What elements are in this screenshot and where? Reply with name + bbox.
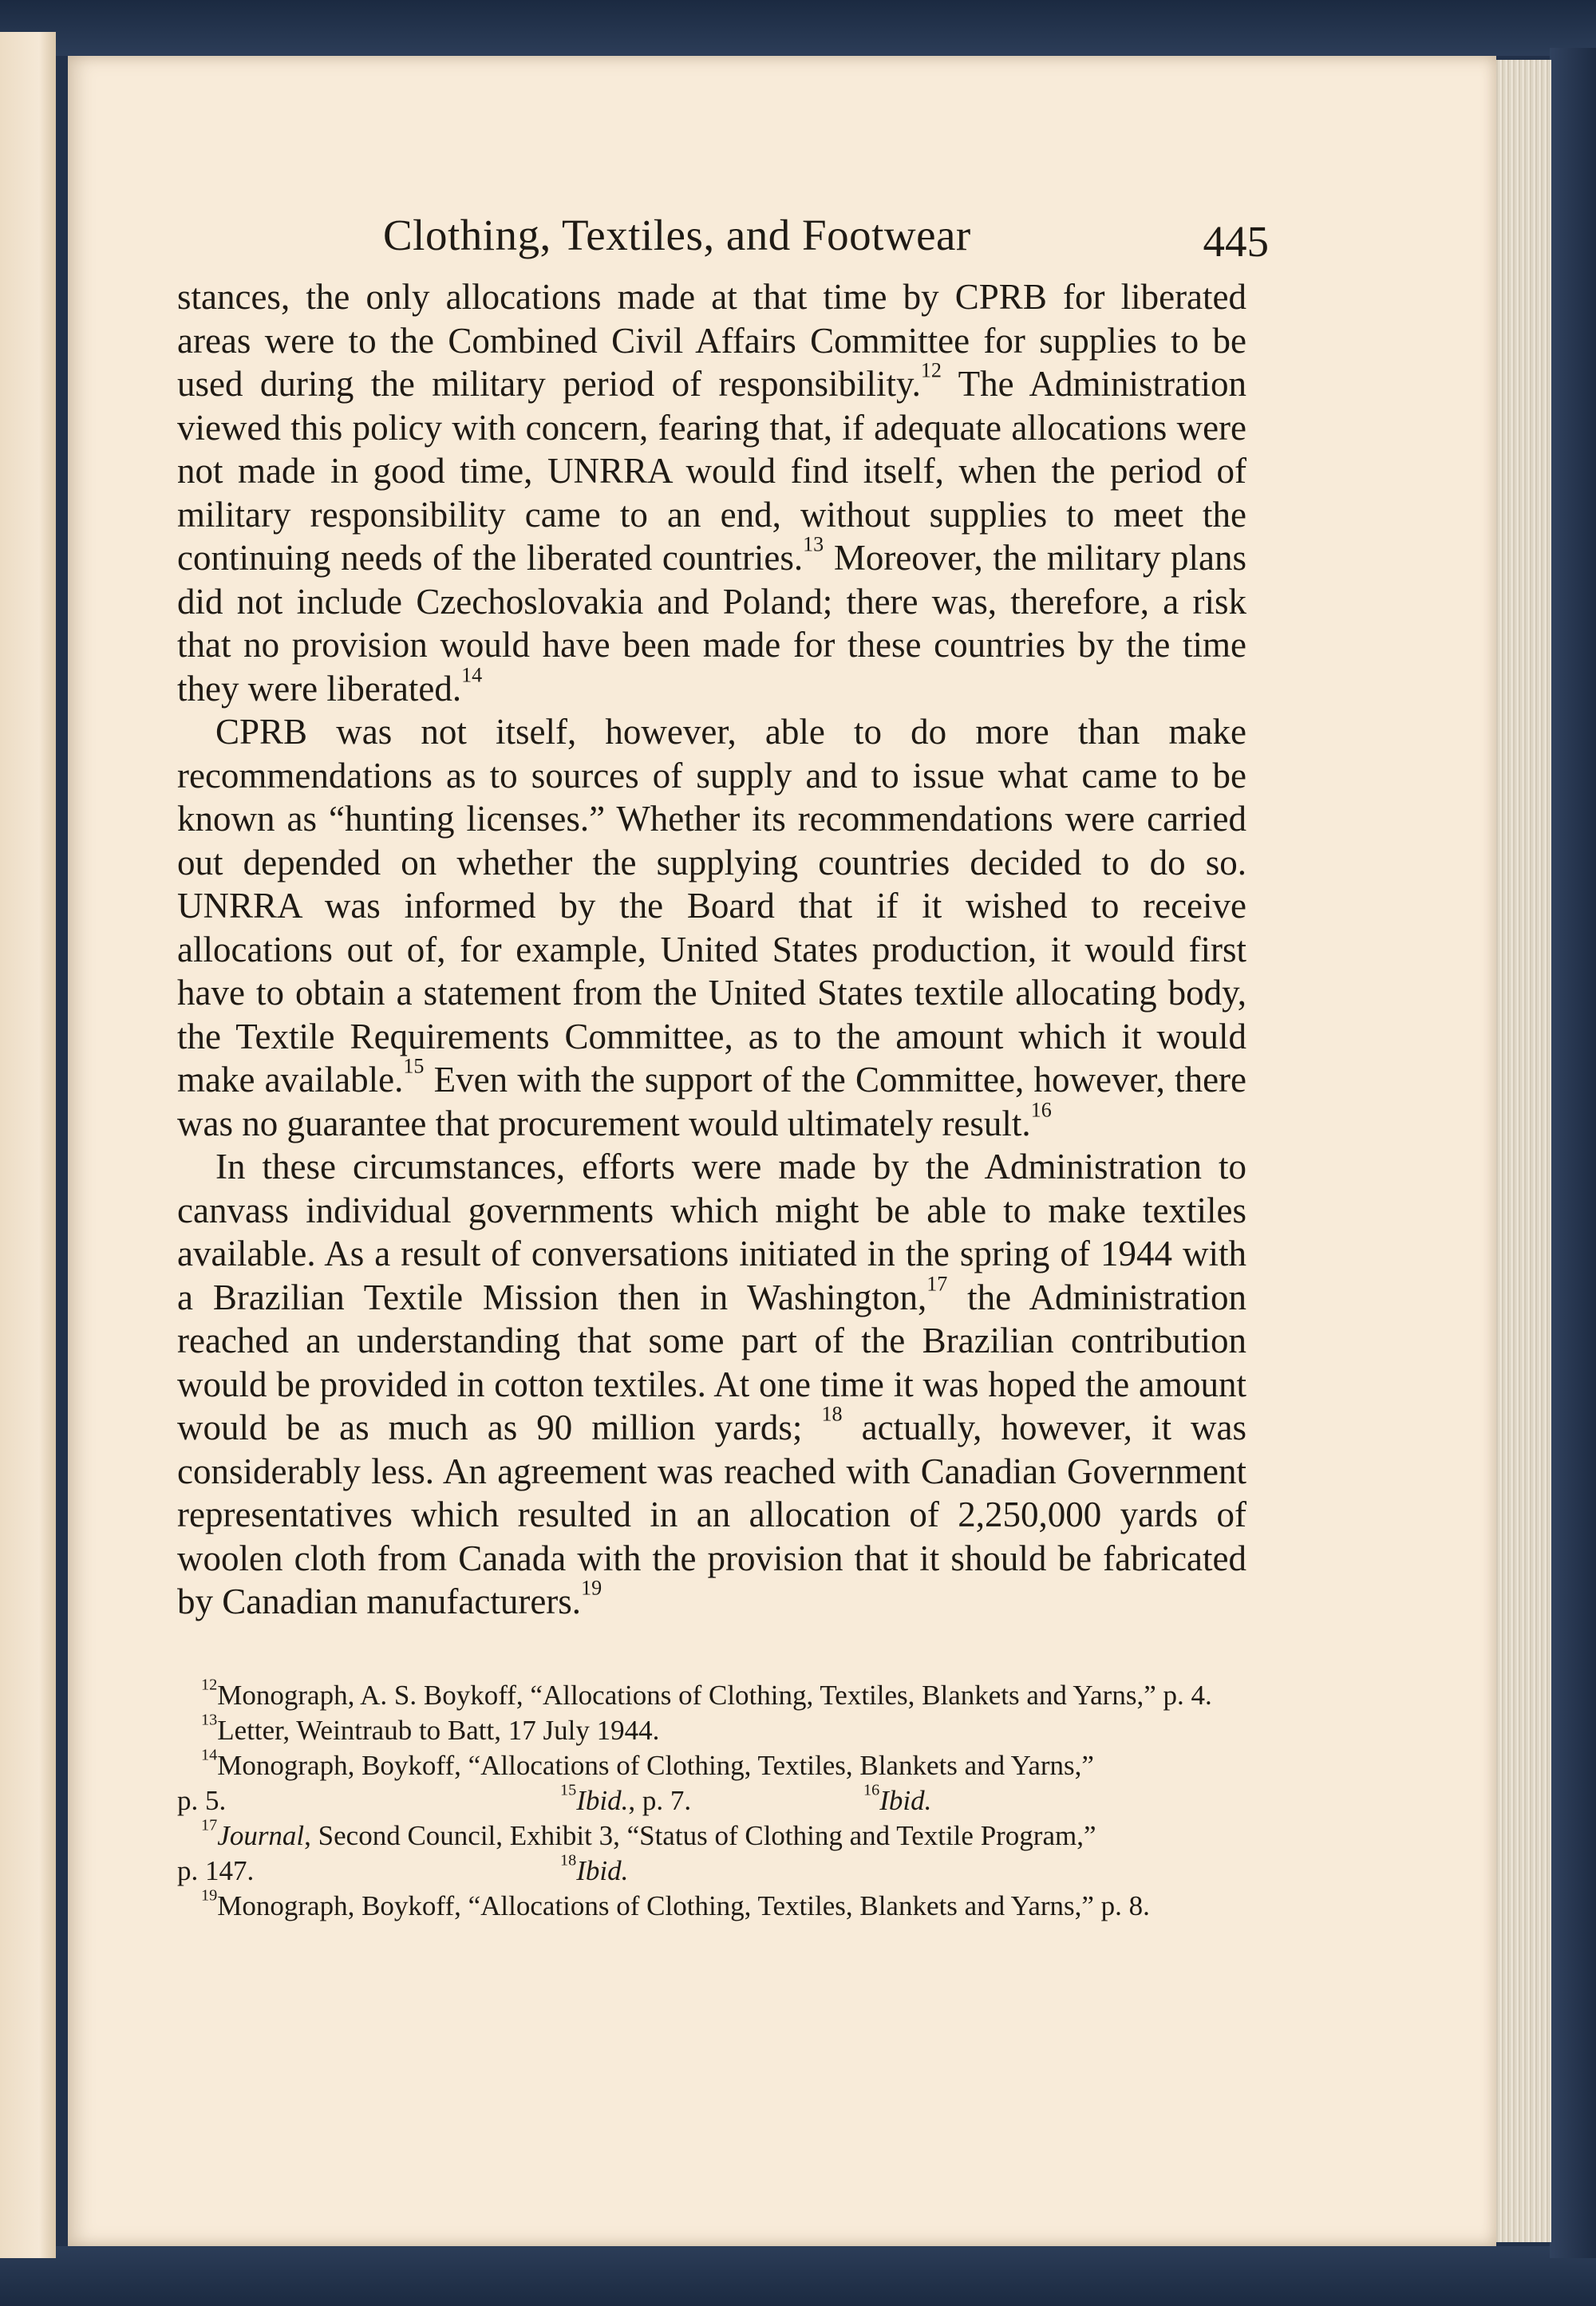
- footnote-ref-17: 17: [926, 1272, 948, 1296]
- footnote-number: 14: [201, 1746, 218, 1764]
- footnote-ref-13: 13: [803, 532, 824, 556]
- footnote-row-17-18: [177, 1851, 1246, 1887]
- footnote-ref-12: 12: [920, 358, 942, 382]
- text-run: actually, however, it was considerably less. An agreement was reached with Canadian Government representatives which resulted in an allocation of 2,250,000 yards of woolen cloth from Canada with the provision that it should be fabricated by Canadian manufacturers.: [177, 1408, 1247, 1621]
- footnote-row-14-15-16: [177, 1781, 1246, 1817]
- paragraph-1: [177, 275, 1246, 710]
- book-binding-top: [0, 0, 1596, 56]
- text-run: The Administration viewed this policy with concern, fearing that, if adequate allocations were not made in good time, UNRRA would find itself, when the period of military responsibility came to an end, without supplies to meet the continuing needs of the liberated countries.: [177, 364, 1246, 578]
- footnote-journal-title: Journal: [217, 1820, 305, 1851]
- footnote-19: [177, 1886, 1246, 1922]
- book-cover-edge: [1550, 48, 1596, 2258]
- footnote-number: 16: [863, 1781, 880, 1799]
- text-run: stances, the only allocations made at that time by CPRB for liberated areas were to the Combined Civil Affairs Committee for supplies to be used during the military period of responsibility.: [177, 277, 1246, 404]
- chapter-title: Clothing, Textiles, and Footwear: [383, 211, 971, 259]
- footnote-ref-18: 18: [821, 1402, 843, 1426]
- footnote-ibid: Ibid.: [576, 1785, 629, 1816]
- footnote-13: [177, 1711, 1246, 1747]
- footnote-number: 19: [201, 1886, 218, 1905]
- footnote-ref-19: 19: [581, 1576, 602, 1600]
- footnote-text: Monograph, A. S. Boykoff, “Allocations of Clothing, Textiles, Blankets and Yarns,” p. 4.: [217, 1680, 1212, 1711]
- footnote-17: [177, 1816, 1246, 1852]
- footnote-number: 18: [560, 1851, 577, 1870]
- text-run: CPRB was not itself, however, able to do more than make recommendations as to sources of supply and to issue what came to be known as “hunting licenses.” Whether its recommendations were carried out depended on whether the supplying countries decided to do so. UNRRA was informed by the Board that if it wished to receive allocations out of, for example, United States production, it would first have to obtain a statement from the United States textile allocating body, the Textile Requirements Committee, as to the amount which it would make available.: [177, 712, 1246, 1100]
- footnote-ibid: Ibid.: [879, 1785, 932, 1816]
- footnote-12: [177, 1676, 1246, 1712]
- footnote-number: 12: [201, 1676, 218, 1694]
- paragraph-3: [177, 1145, 1246, 1624]
- body-text: [177, 275, 1246, 1624]
- footnote-ref-15: 15: [403, 1054, 425, 1078]
- footnote-text: Monograph, Boykoff, “Allocations of Clothing, Textiles, Blankets and Yarns,”: [217, 1750, 1094, 1781]
- running-head: [176, 203, 1269, 267]
- book-binding-bottom: [0, 2246, 1596, 2306]
- paragraph-2: [177, 710, 1246, 1145]
- footnote-17-continuation: p. 147.: [177, 1855, 255, 1886]
- footnote-18: [560, 1851, 629, 1887]
- footnote-number: 13: [201, 1711, 218, 1729]
- text-run: In these circumstances, efforts were made by the Administration to canvass individual governments which might be able to make textiles available. As a result of conversations initiated in the spring of 1944 with a Brazilian Textile Mission then in Washington,: [177, 1147, 1246, 1317]
- previous-page-edge: [0, 32, 56, 2258]
- footnote-text: Letter, Weintraub to Batt, 17 July 1944.: [217, 1715, 660, 1746]
- text-run: the Administration reached an understanding that some part of the Brazilian contribution would be provided in cotton textiles. At one time it was hoped the amount would be as much as 90 million yards;: [177, 1277, 1246, 1447]
- footnote-ref-16: 16: [1030, 1098, 1052, 1122]
- footnote-14-continuation: p. 5.: [177, 1785, 227, 1816]
- page-number: 445: [1203, 217, 1269, 266]
- footnote-text: Monograph, Boykoff, “Allocations of Clothing, Textiles, Blankets and Yarns,” p. 8.: [217, 1890, 1150, 1921]
- footnote-text: , Second Council, Exhibit 3, “Status of Clothing and Textile Program,”: [304, 1820, 1096, 1851]
- footnote-14: [177, 1746, 1246, 1782]
- text-run: Moreover, the military plans did not include Czechoslovakia and Poland; there was, therefore, a risk that no provision would have been made for these countries by the time they were liberated.: [177, 538, 1247, 709]
- footnotes: [177, 1676, 1246, 1925]
- footnote-ref-14: 14: [461, 663, 483, 687]
- footnote-16: [863, 1781, 932, 1817]
- footnote-ibid: Ibid.: [576, 1855, 629, 1886]
- footnote-15: [560, 1781, 692, 1817]
- footnote-number: 15: [560, 1781, 577, 1799]
- footnote-number: 17: [201, 1816, 218, 1834]
- text-run: Even with the support of the Committee, however, there was no guarantee that procurement would ultimately result.: [177, 1060, 1246, 1143]
- footnote-text: , p. 7.: [628, 1785, 692, 1816]
